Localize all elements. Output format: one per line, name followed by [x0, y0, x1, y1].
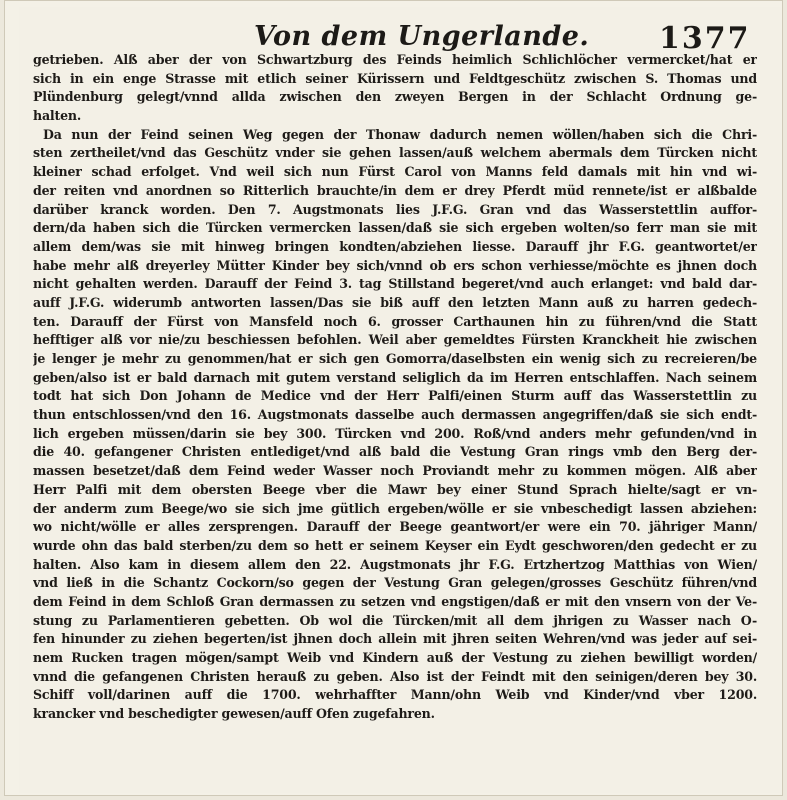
- page-number: 1377: [659, 21, 751, 56]
- text-line: auff J.F.G. widerumb antworten lassen/Das sie biß auff den letzten Mann auß zu harren gedech-: [33, 294, 757, 310]
- text-line: habe mehr alß dreyerley Mütter Kinder bey sich/vnnd ob ers schon verhiesse/möchte es jhnen doch: [33, 257, 757, 273]
- page-frame: [4, 0, 783, 796]
- body-text: [33, 51, 757, 724]
- text-line: die 40. gefangener Christen entlediget/vnd alß bald die Vestung Gran rings vmb den Berg der-: [33, 444, 757, 460]
- text-line: kleiner schad erfolget. Vnd weil sich nun Fürst Carol von Manns feld damals mit hin vnd wi-: [33, 164, 757, 180]
- text-line: allem dem/was sie mit hinweg bringen kondten/abziehen liesse. Darauff jhr F.G. geantwortet/er: [33, 238, 757, 254]
- text-line: sich in ein enge Strasse mit etlich seiner Kürissern und Feldtgeschütz zwischen S. Thomas und: [33, 70, 757, 86]
- text-line: der anderm zum Beege/wo sie sich jme gütlich ergeben/wölle er sie vnbeschedigt lassen abziehen:: [33, 500, 757, 516]
- text-line: ten. Darauff der Fürst von Mansfeld noch 6. grosser Carthaunen hin zu führen/vnd die Statt: [33, 313, 757, 329]
- book-page: [19, 7, 781, 793]
- text-line: fen hinunder zu ziehen begerten/ist jhnen doch allein mit jhren seiten Wehren/vnd was jeder auf sei-: [33, 631, 757, 647]
- text-line: dern/da haben sich die Türcken vermercken lassen/daß sie sich ergeben wolten/so ferr man sie mit: [33, 220, 757, 236]
- text-line: stung zu Parlamentieren gebetten. Ob wol die Türcken/mit all dem jhrigen zu Wasser nach O-: [33, 612, 757, 628]
- text-line: sten zertheilet/vnd das Geschütz vnder sie gehen lassen/auß welchem abermals dem Türcken nicht: [33, 145, 757, 161]
- text-line: nem Rucken tragen mögen/sampt Weib vnd Kindern auß der Vestung zu ziehen bewilligt worden/: [33, 650, 757, 665]
- text-line: hefftiger alß vor nie/zu beschiessen befohlen. Weil aber gemeldtes Fürsten Kranckheit hie zwischen: [33, 332, 757, 348]
- text-line: vnd ließ in die Schantz Cockorn/so gegen der Vestung Gran gelegen/grosses Geschütz führen/vnd: [33, 575, 757, 591]
- text-line: je lenger je mehr zu genommen/hat er sich gen Gomorra/daselbsten ein wenig sich zu recreieren/be: [33, 351, 757, 366]
- text-line: massen besetzet/daß dem Feind weder Wasser noch Proviandt mehr zu kommen mögen. Alß aber: [33, 463, 757, 479]
- running-title: Von dem Ungerlande.: [254, 21, 590, 52]
- text-line: krancker vnd beschedigter gewesen/auff Ofen zugefahren.: [33, 706, 435, 722]
- text-line: der reiten vnd anordnen so Ritterlich brauchte/in dem er drey Pferdt müd rennete/ist er alßbalde: [33, 182, 757, 198]
- text-line: nicht gehalten werden. Darauff der Feind 3. tag Stillstand begeret/vnd auch erlanget: vnd bald dar-: [33, 276, 757, 292]
- text-line: Herr Palfi mit dem obersten Beege vber die Mawr bey einer Stund Sprach hielte/sagt er vn-: [33, 481, 757, 497]
- text-line: vnnd die gefangenen Christen herauß zu geben. Also ist der Feindt mit den seinigen/deren bey 30.: [33, 668, 757, 684]
- text-line: Schiff voll/darinen auff die 1700. wehrhaffter Mann/ohn Weib vnd Kinder/vnd vber 1200.: [33, 687, 757, 703]
- text-line: wurde ohn das bald sterben/zu dem so hett er seinem Keyser ein Eydt geschworen/den gedecht er zu: [33, 537, 757, 553]
- text-line: darüber kranck worden. Den 7. Augstmonats lies J.F.G. Gran vnd das Wasserstettlin auffor-: [33, 201, 757, 217]
- text-line: todt hat sich Don Johann de Medice vnd der Herr Palfi/einen Sturm auff das Wasserstettlin zu: [33, 388, 757, 404]
- text-line: wo nicht/wölle er alles zersprengen. Darauff der Beege geantwort/er were ein 70. jähriger Mann/: [33, 519, 757, 535]
- text-line: halten.: [33, 108, 82, 124]
- text-line: Da nun der Feind seinen Weg gegen der Thonaw dadurch nemen wöllen/haben sich die Chri-: [43, 126, 757, 142]
- text-line: thun entschlossen/vnd den 16. Augstmonats dasselbe auch dermassen angegriffen/daß sie sich endt-: [33, 407, 757, 423]
- text-line: Plündenburg gelegt/vnnd allda zwischen den zweyen Bergen in der Schlacht Ordnung ge-: [33, 89, 757, 105]
- text-line: halten. Also kam in diesem allem den 22. Augstmonats jhr F.G. Ertzhertzog Matthias von Wien/: [33, 556, 757, 572]
- text-line: getrieben. Alß aber der von Schwartzburg des Feinds heimlich Schlichlöcher vermercket/hat er: [33, 52, 757, 67]
- text-line: geben/also ist er bald darnach mit gutem verstand seliglich da im Herren entschlaffen. Nach seinem: [33, 369, 757, 385]
- text-line: lich ergeben müssen/darin sie bey 300. Türcken vnd 200. Roß/vnd anders mehr gefunden/vnd in: [33, 425, 757, 441]
- text-line: dem Feind in dem Schloß Gran dermassen zu setzen vnd engstigen/daß er mit den vnsern von der Ve-: [33, 593, 757, 609]
